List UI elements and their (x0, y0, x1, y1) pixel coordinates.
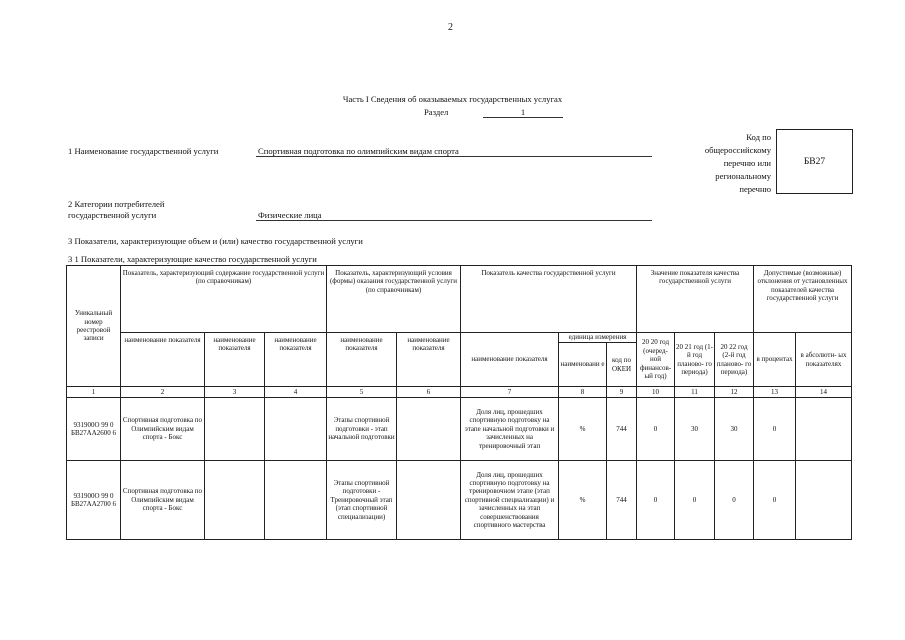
consumers-value: Физические лица (258, 210, 322, 220)
okei-code: 744 (607, 461, 637, 540)
subheader-indicator-name: наименование показателя (205, 333, 265, 387)
deviation-percent: 0 (754, 398, 796, 461)
content-indicator: Спортивная подготовка по Олимпийским видам спорта - Бокс (121, 461, 205, 540)
content-indicator-2 (205, 398, 265, 461)
condition-indicator: Этапы спортивной подготовки - Тренировочный этап (этап спортивной специализации) (327, 461, 397, 540)
column-number: 7 (461, 387, 559, 398)
deviation-absolute (796, 461, 852, 540)
code-label-line: региональному (715, 171, 771, 181)
header-quality: Показатель качества государственной услуги (461, 266, 637, 333)
code-label-line: общероссийскому (704, 145, 771, 155)
column-number: 3 (205, 387, 265, 398)
condition-indicator-2 (397, 461, 461, 540)
column-number: 12 (715, 387, 754, 398)
subheader-year2: 20 21 год (1-й год планово- го периода) (675, 333, 715, 387)
code-box (776, 129, 853, 194)
consumers-label-line2: государственной услуги (68, 210, 157, 220)
column-number: 9 (607, 387, 637, 398)
header-deviation: Допустимые (возможные) отклонения от установленных показателей качества государственной услуги (754, 266, 852, 333)
indicators-heading: 3 Показатели, характеризующие объем и (или) качество государственной услуги (68, 236, 363, 246)
quality-indicator-name: Доля лиц, прошедших спортивную подготовку на тренировочном этапе (этап спортивной специализации) и зачисленных на этап совершенствования спортивного мастерства (461, 461, 559, 540)
column-number: 11 (675, 387, 715, 398)
section-value: 1 (520, 107, 526, 117)
code-label (676, 131, 771, 196)
unit-name: % (559, 398, 607, 461)
condition-indicator: Этапы спортивной подготовки - этап начальной подготовки (327, 398, 397, 461)
column-number: 2 (121, 387, 205, 398)
column-number: 5 (327, 387, 397, 398)
consumers-underline (256, 220, 652, 221)
value-year1: 0 (637, 398, 675, 461)
quality-heading: 3 1 Показатели, характеризующие качество государственной услуги (68, 254, 317, 264)
value-year2: 30 (675, 398, 715, 461)
registry-number: 931900О 99 0 БВ27АА2700 6 (67, 461, 121, 540)
content-indicator-3 (265, 398, 327, 461)
table-row (67, 398, 852, 461)
subheader-indicator-name: наименование показателя (121, 333, 205, 387)
code-label-line: перечню (739, 184, 771, 194)
header-value: Значение показателя качества государственной услуги (637, 266, 754, 333)
value-year2: 0 (675, 461, 715, 540)
section-underline (483, 117, 563, 118)
subheader-absolute: в абсолютн- ых показателях (796, 333, 852, 387)
okei-code: 744 (607, 398, 637, 461)
value-year3: 30 (715, 398, 754, 461)
column-number: 13 (754, 387, 796, 398)
value-year3: 0 (715, 461, 754, 540)
subheader-unit: единица измерения (559, 333, 637, 343)
unit-name: % (559, 461, 607, 540)
table-row (67, 461, 852, 540)
subheader-percent: в процентах (754, 333, 796, 387)
service-name-value: Спортивная подготовка по олимпийским видам спорта (258, 146, 459, 156)
subheader-indicator-name: наименование показателя (265, 333, 327, 387)
header-unique-number: Уникальный номер реестровой записи (67, 266, 121, 387)
subheader-indicator-name: наименование показателя (397, 333, 461, 387)
content-indicator-2 (205, 461, 265, 540)
content-indicator-3 (265, 461, 327, 540)
service-name-label: 1 Наименование государственной услуги (68, 146, 219, 156)
header-content: Показатель, характеризующий содержание государственной услуги (по справочникам) (121, 266, 327, 333)
consumers-label-line1: 2 Категории потребителей (68, 199, 165, 209)
section-label: Раздел (424, 107, 449, 117)
service-name-underline (256, 156, 652, 157)
subheader-quality-indicator-name: наименование показателя (461, 333, 559, 387)
column-number: 4 (265, 387, 327, 398)
deviation-absolute (796, 398, 852, 461)
part-heading: Часть I Сведения об оказываемых государственных услугах (342, 94, 563, 104)
content-indicator: Спортивная подготовка по Олимпийским видам спорта - Бокс (121, 398, 205, 461)
subheader-year1: 20 20 год (очеред- ной финансов- ый год) (637, 333, 675, 387)
column-number: 10 (637, 387, 675, 398)
code-label-line: Код по (746, 132, 771, 142)
condition-indicator-2 (397, 398, 461, 461)
subheader-unit-name: наименовани е (559, 343, 607, 387)
code-value: БВ27 (803, 156, 826, 167)
quality-table (66, 265, 852, 540)
column-number: 1 (67, 387, 121, 398)
deviation-percent: 0 (754, 461, 796, 540)
registry-number: 931900О 99 0 БВ27АА2600 6 (67, 398, 121, 461)
header-conditions: Показатель, характеризующий условия (формы) оказания государственной услуги (по справочникам) (327, 266, 461, 333)
column-number: 6 (397, 387, 461, 398)
code-label-line: перечню или (723, 158, 771, 168)
page-number: 2 (448, 22, 453, 33)
column-number: 8 (559, 387, 607, 398)
subheader-year3: 20 22 год (2-й год планово- го периода) (715, 333, 754, 387)
quality-indicator-name: Доля лиц, прошедших спортивную подготовку на этапе начальной подготовки и зачисленных на тренировочный этап (461, 398, 559, 461)
subheader-indicator-name: наименование показателя (327, 333, 397, 387)
column-number: 14 (796, 387, 852, 398)
value-year1: 0 (637, 461, 675, 540)
subheader-okei: код по ОКЕИ (607, 343, 637, 387)
